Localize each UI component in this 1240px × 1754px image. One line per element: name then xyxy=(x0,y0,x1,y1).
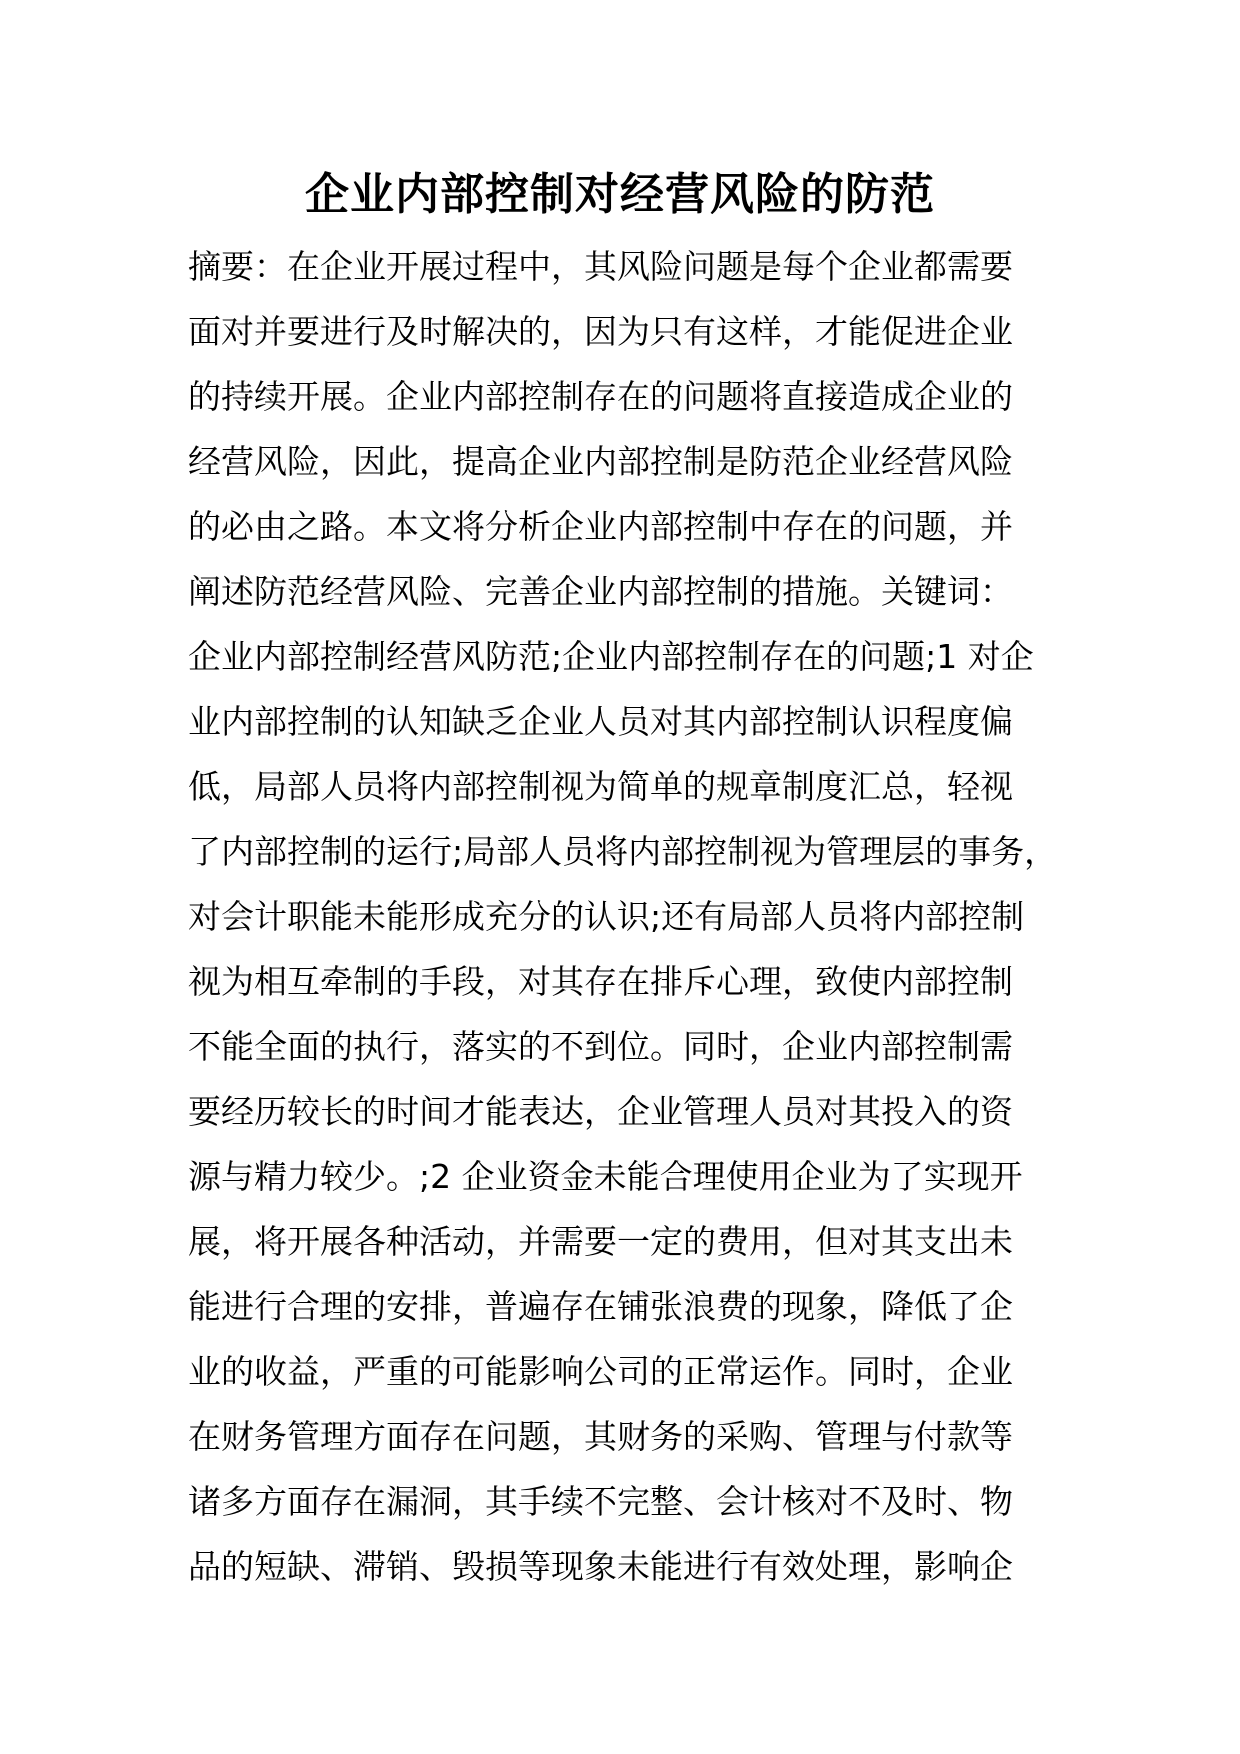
body-line: 在财务管理方面存在问题，其财务的采购、管理与付款等 xyxy=(188,1417,1013,1456)
body-line: 源与精力较少。;2 企业资金未能合理使用企业为了实现开 xyxy=(188,1157,1023,1196)
document-title: 企业内部控制对经营风险的防范 xyxy=(305,169,935,220)
body-line: 业内部控制的认知缺乏企业人员对其内部控制认识程度偏 xyxy=(188,702,1013,741)
body-line: 要经历较长的时间才能表达，企业管理人员对其投入的资 xyxy=(188,1092,1013,1131)
body-line: 能进行合理的安排，普遍存在铺张浪费的现象，降低了企 xyxy=(188,1287,1013,1326)
body-line: 业的收益，严重的可能影响公司的正常运作。同时，企业 xyxy=(188,1352,1013,1391)
body-line: 对会计职能未能形成充分的认识;还有局部人员将内部控制 xyxy=(188,897,1025,936)
body-line: 摘要：在企业开展过程中，其风险问题是每个企业都需要 xyxy=(188,247,1013,286)
body-line: 展，将开展各种活动，并需要一定的费用，但对其支出未 xyxy=(188,1222,1013,1261)
body-line: 不能全面的执行，落实的不到位。同时，企业内部控制需 xyxy=(188,1027,1013,1066)
body-line: 面对并要进行及时解决的，因为只有这样，才能促进企业 xyxy=(188,312,1013,351)
body-line: 的必由之路。本文将分析企业内部控制中存在的问题，并 xyxy=(188,507,1013,546)
body-line: 的持续开展。企业内部控制存在的问题将直接造成企业的 xyxy=(188,377,1013,416)
body-line: 低，局部人员将内部控制视为简单的规章制度汇总，轻视 xyxy=(188,767,1013,806)
body-line: 了内部控制的运行;局部人员将内部控制视为管理层的事务， xyxy=(188,832,1058,871)
body-line: 品的短缺、滞销、毁损等现象未能进行有效处理，影响企 xyxy=(188,1547,1013,1586)
document-body xyxy=(188,234,1088,1599)
body-line: 经营风险，因此，提高企业内部控制是防范企业经营风险 xyxy=(188,442,1013,481)
body-line: 视为相互牵制的手段，对其存在排斥心理，致使内部控制 xyxy=(188,962,1013,1001)
body-line: 诸多方面存在漏洞，其手续不完整、会计核对不及时、物 xyxy=(188,1482,1013,1521)
body-line: 企业内部控制经营风防范;企业内部控制存在的问题;1 对企 xyxy=(188,637,1034,676)
body-line: 阐述防范经营风险、完善企业内部控制的措施。关键词： xyxy=(188,572,1013,611)
